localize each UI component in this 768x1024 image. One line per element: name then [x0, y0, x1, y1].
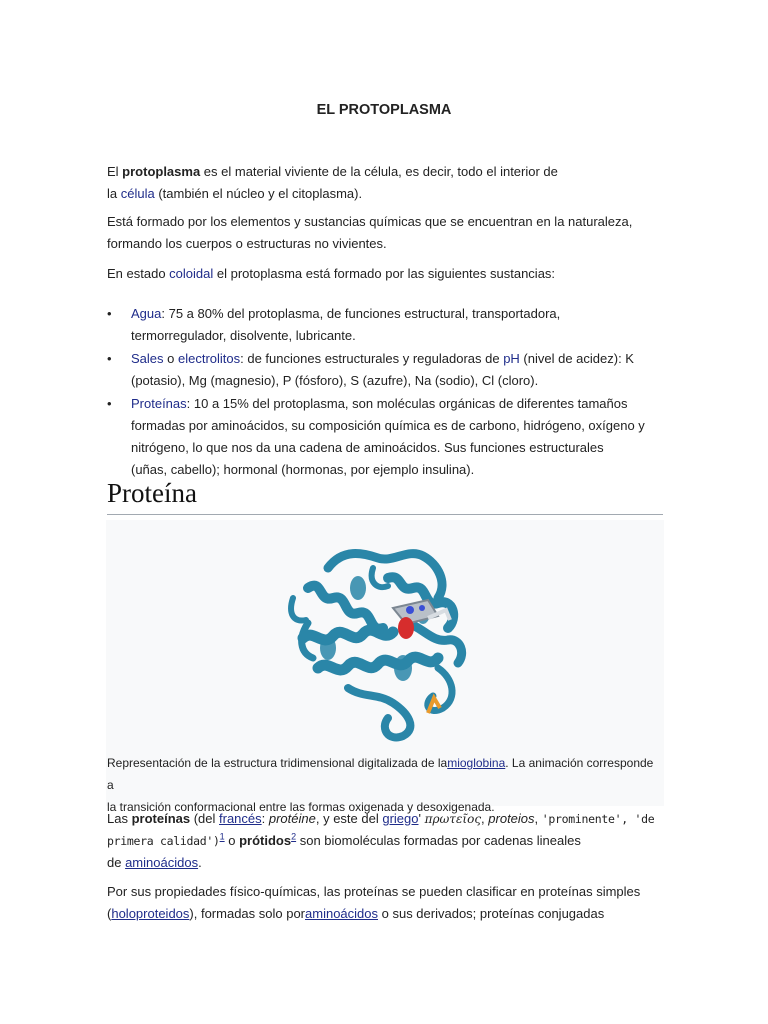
intro-paragraph-1: [107, 161, 667, 205]
text: El: [107, 164, 123, 179]
link-coloidal[interactable]: coloidal: [169, 266, 214, 281]
link-electrolitos[interactable]: electrolitos: [178, 351, 241, 366]
text: . La animación corresponde a: [107, 756, 654, 792]
intro-paragraph-2: [107, 211, 667, 255]
list-item-agua: [107, 303, 667, 347]
text: la: [107, 186, 121, 201]
section-heading-proteina: Proteína: [107, 478, 663, 515]
text: (potasio), Mg (magnesio), P (fósforo), S (azufre), Na (sodio), Cl (cloro).: [131, 373, 539, 388]
myoglobin-structure-image: [288, 528, 478, 748]
text: (: [107, 906, 112, 921]
substances-list: [107, 303, 667, 481]
reference-2-link[interactable]: 2: [291, 831, 297, 842]
text: (nivel de acidez): K: [519, 351, 634, 366]
text: (uñas, cabello); hormonal (hormonas, por ejemplo insulina).: [131, 462, 475, 477]
bullet-icon: •: [107, 396, 112, 411]
link-sales[interactable]: Sales: [131, 351, 164, 366]
text: termorregulador, disolvente, lubricante.: [131, 328, 356, 343]
text: (también el núcleo y el citoplasma).: [154, 186, 363, 201]
link-celula[interactable]: célula: [120, 186, 155, 201]
text: Está formado por los elementos y sustancias químicas que se encuentran en la naturaleza,: [107, 214, 633, 229]
gloss-text: primera calidad'): [107, 834, 220, 848]
text: : 10 a 15% del protoplasma, son moléculas orgánicas de diferentes tamaños: [186, 396, 628, 411]
bullet-icon: •: [107, 306, 112, 321]
list-item-sales: [107, 348, 667, 392]
link-griego[interactable]: griego: [382, 811, 419, 826]
text: formando los cuerpos o estructuras no vivientes.: [107, 236, 387, 251]
gloss-text: 'prominente', 'de: [541, 812, 655, 826]
text: .: [198, 855, 202, 870]
text: Las: [107, 811, 132, 826]
italic-proteine: protéine: [268, 811, 316, 826]
text: En estado: [107, 266, 170, 281]
link-agua[interactable]: Agua: [131, 306, 162, 321]
text: : 75 a 80% del protoplasma, de funciones estructural, transportadora,: [161, 306, 561, 321]
protein-figure: [106, 520, 664, 814]
link-frances[interactable]: francés: [219, 811, 262, 826]
greek-word: πρωτεῖος: [424, 812, 482, 826]
text: ), formadas solo por: [189, 906, 306, 921]
text: Representación de la estructura tridimensional digitalizada de la: [107, 756, 448, 770]
text: Por sus propiedades físico-químicas, las proteínas se pueden clasificar en proteínas simples: [107, 884, 641, 899]
text: es el material viviente de la célula, es decir, todo el interior de: [200, 164, 558, 179]
text: (del: [190, 811, 219, 826]
text: la transición conformacional entre las formas oxigenada y desoxigenada.: [107, 800, 495, 814]
bold-term-protidos: prótidos: [239, 833, 292, 848]
intro-paragraph-3: [107, 263, 667, 285]
text: :: [261, 811, 269, 826]
document-title: EL PROTOPLASMA: [316, 102, 452, 118]
list-item-proteinas: [107, 393, 667, 481]
link-mioglobina[interactable]: mioglobina: [447, 756, 506, 770]
text: , y este del: [315, 811, 383, 826]
text: o: [224, 833, 240, 848]
link-holoproteidos[interactable]: holoproteidos: [111, 906, 190, 921]
link-proteinas[interactable]: Proteínas: [131, 396, 187, 411]
text: o: [163, 351, 178, 366]
text: formadas por aminoácidos, su composición química es de carbono, hidrógeno, oxígeno y: [131, 418, 645, 433]
link-aminoacidos[interactable]: aminoácidos: [125, 855, 199, 870]
text: ,: [481, 811, 489, 826]
protein-paragraph-1: [107, 808, 687, 874]
text: son biomoléculas formadas por cadenas lineales: [296, 833, 581, 848]
bold-term-proteinas: proteínas: [131, 811, 191, 826]
text: ': [418, 811, 425, 826]
text: : de funciones estructurales y reguladoras de: [240, 351, 504, 366]
bullet-icon: •: [107, 351, 112, 366]
bold-term-protoplasma: protoplasma: [122, 164, 201, 179]
reference-1-link[interactable]: 1: [219, 831, 225, 842]
link-ph[interactable]: pH: [503, 351, 520, 366]
text: de: [107, 855, 126, 870]
link-aminoacidos-2[interactable]: aminoácidos: [305, 906, 379, 921]
protein-paragraph-2: [107, 881, 687, 925]
text: ,: [534, 811, 542, 826]
text: nitrógeno, lo que nos da una cadena de aminoácidos. Sus funciones estructurales: [131, 440, 604, 455]
text: o sus derivados; proteínas conjugadas: [378, 906, 605, 921]
text: el protoplasma está formado por las siguientes sustancias:: [213, 266, 556, 281]
italic-proteios: proteios: [488, 811, 535, 826]
